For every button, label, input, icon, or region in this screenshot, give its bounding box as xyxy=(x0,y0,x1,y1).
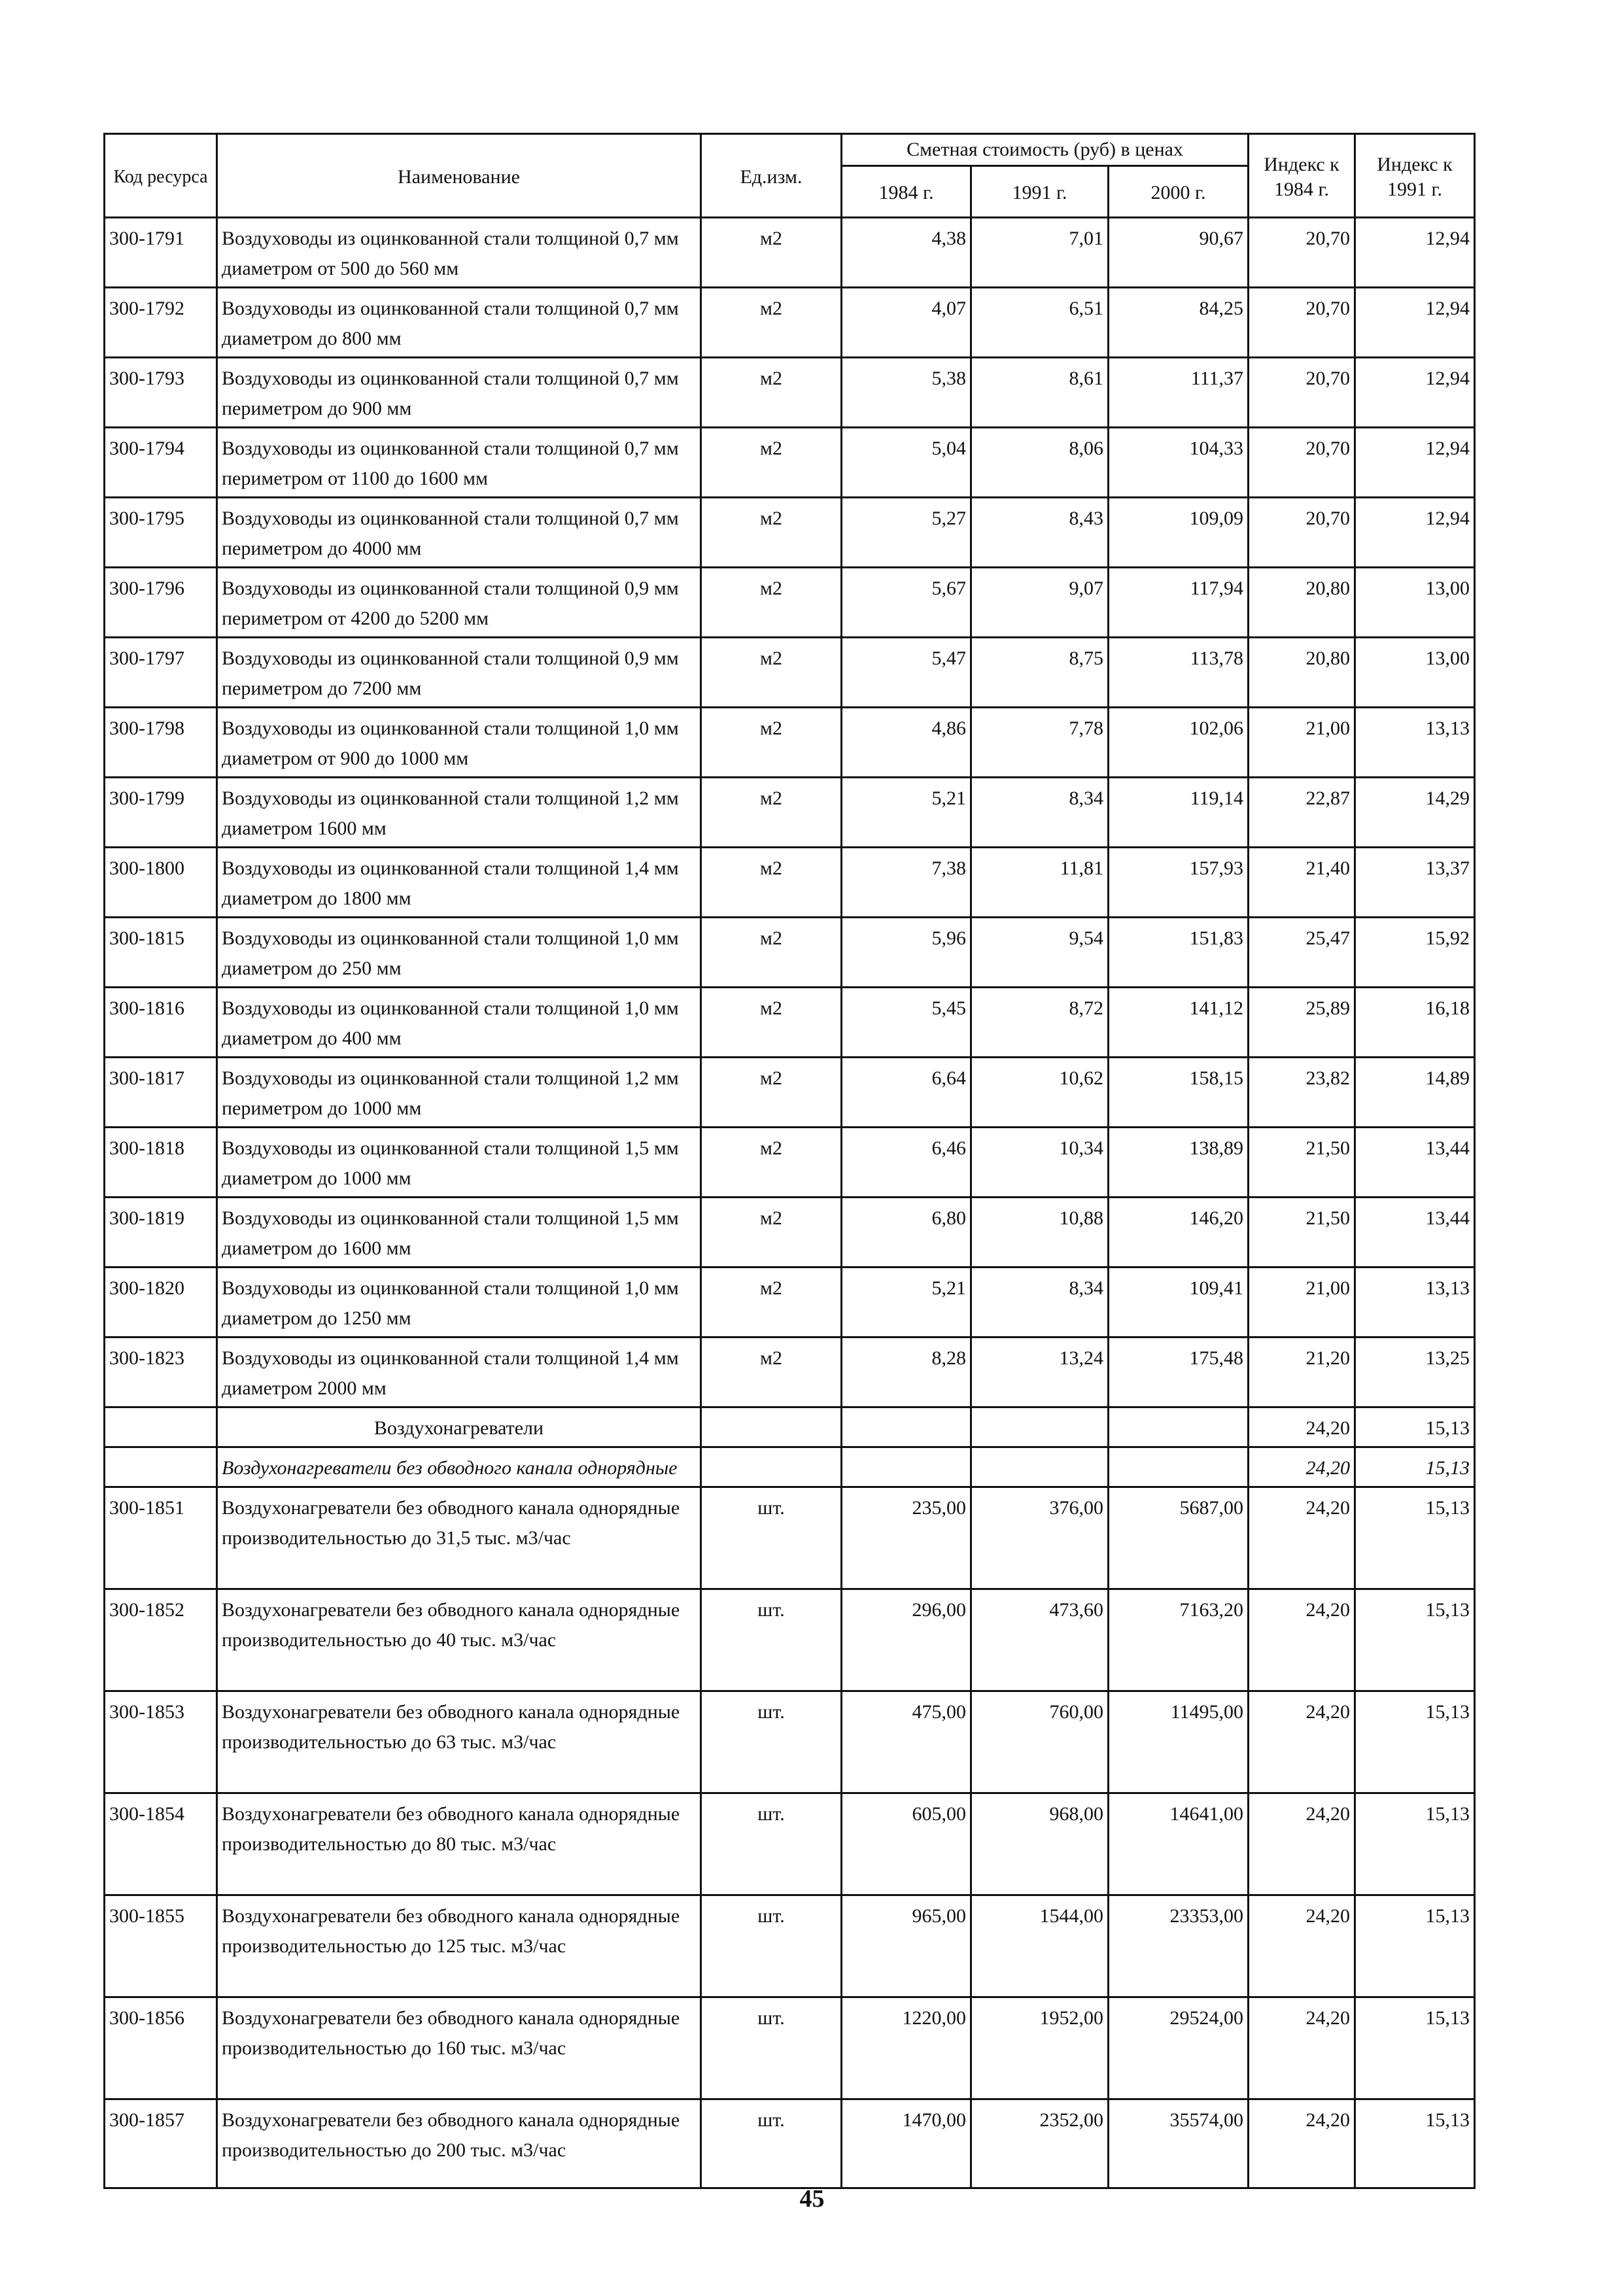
row-index-1984: 22,87 xyxy=(1249,778,1355,848)
subsection-empty-p00 xyxy=(1109,1447,1249,1487)
row-name: Воздуховоды из оцинкованной стали толщиной 1,0 мм диаметром до 400 мм xyxy=(217,988,701,1058)
row-name: Воздухонагреватели без обводного канала однорядные производительностью до 200 тыс. м3/час xyxy=(217,2099,701,2188)
row-price-1984: 1220,00 xyxy=(842,1997,971,2099)
row-price-2000: 141,12 xyxy=(1109,988,1249,1058)
row-code: 300-1819 xyxy=(105,1198,217,1268)
row-index-1991: 16,18 xyxy=(1355,988,1475,1058)
row-price-1984: 5,67 xyxy=(842,568,971,638)
row-index-1984: 20,70 xyxy=(1249,218,1355,288)
row-price-1984: 6,64 xyxy=(842,1058,971,1128)
row-price-1984: 6,46 xyxy=(842,1128,971,1198)
row-name: Воздухонагреватели без обводного канала однорядные производительностью до 80 тыс. м3/час xyxy=(217,1793,701,1895)
row-name: Воздуховоды из оцинкованной стали толщиной 1,0 мм диаметром до 1250 мм xyxy=(217,1268,701,1337)
table-row xyxy=(105,848,1475,918)
row-price-2000: 102,06 xyxy=(1109,708,1249,778)
row-price-1984: 6,80 xyxy=(842,1198,971,1268)
row-name: Воздухонагреватели без обводного канала однорядные производительностью до 40 тыс. м3/час xyxy=(217,1589,701,1691)
row-price-2000: 11495,00 xyxy=(1109,1691,1249,1793)
row-price-1991: 8,34 xyxy=(971,778,1109,848)
row-price-2000: 104,33 xyxy=(1109,428,1249,498)
row-name: Воздуховоды из оцинкованной стали толщиной 0,9 мм периметром до 7200 мм xyxy=(217,638,701,708)
row-price-1984: 4,07 xyxy=(842,288,971,358)
row-code: 300-1855 xyxy=(105,1895,217,1997)
row-unit: м2 xyxy=(701,1268,842,1337)
table-row xyxy=(105,1691,1475,1793)
row-unit: м2 xyxy=(701,288,842,358)
row-index-1991: 13,37 xyxy=(1355,848,1475,918)
row-code: 300-1820 xyxy=(105,1268,217,1337)
table-body-heaters xyxy=(105,1487,1475,2188)
table-row xyxy=(105,428,1475,498)
row-index-1991: 13,00 xyxy=(1355,638,1475,708)
row-index-1991: 15,92 xyxy=(1355,918,1475,988)
row-unit: м2 xyxy=(701,358,842,428)
row-index-1984: 24,20 xyxy=(1249,1895,1355,1997)
table-row xyxy=(105,988,1475,1058)
row-code: 300-1798 xyxy=(105,708,217,778)
row-index-1984: 21,00 xyxy=(1249,708,1355,778)
section-empty-unit xyxy=(701,1407,842,1447)
table-body-section xyxy=(105,1407,1475,1487)
table-row xyxy=(105,568,1475,638)
row-name: Воздухонагреватели без обводного канала однорядные производительностью до 31,5 тыс. м3/час xyxy=(217,1487,701,1589)
subsection-code-cell xyxy=(105,1447,217,1487)
header-year-1984: 1984 г. xyxy=(842,166,971,218)
row-name: Воздуховоды из оцинкованной стали толщиной 0,7 мм периметром до 900 мм xyxy=(217,358,701,428)
row-name: Воздуховоды из оцинкованной стали толщиной 1,0 мм диаметром до 250 мм xyxy=(217,918,701,988)
row-index-1984: 20,70 xyxy=(1249,498,1355,568)
row-code: 300-1791 xyxy=(105,218,217,288)
row-price-1984: 5,27 xyxy=(842,498,971,568)
row-name: Воздуховоды из оцинкованной стали толщиной 1,4 мм диаметром до 1800 мм xyxy=(217,848,701,918)
row-index-1991: 15,13 xyxy=(1355,1691,1475,1793)
row-unit: м2 xyxy=(701,918,842,988)
row-code: 300-1797 xyxy=(105,638,217,708)
table-row xyxy=(105,1268,1475,1337)
row-code: 300-1815 xyxy=(105,918,217,988)
subsection-index-1984: 24,20 xyxy=(1249,1447,1355,1487)
row-code: 300-1852 xyxy=(105,1589,217,1691)
row-index-1991: 12,94 xyxy=(1355,218,1475,288)
row-name: Воздуховоды из оцинкованной стали толщиной 1,2 мм диаметром 1600 мм xyxy=(217,778,701,848)
table-row xyxy=(105,1128,1475,1198)
row-unit: шт. xyxy=(701,1997,842,2099)
row-code: 300-1851 xyxy=(105,1487,217,1589)
row-price-2000: 23353,00 xyxy=(1109,1895,1249,1997)
row-index-1991: 12,94 xyxy=(1355,288,1475,358)
price-table xyxy=(103,133,1476,2189)
row-name: Воздухонагреватели без обводного канала однорядные производительностью до 63 тыс. м3/час xyxy=(217,1691,701,1793)
table-row xyxy=(105,1337,1475,1407)
row-index-1991: 15,13 xyxy=(1355,1895,1475,1997)
row-unit: м2 xyxy=(701,218,842,288)
row-unit: м2 xyxy=(701,1058,842,1128)
table-row xyxy=(105,358,1475,428)
row-price-1984: 475,00 xyxy=(842,1691,971,1793)
row-index-1991: 13,13 xyxy=(1355,708,1475,778)
row-code: 300-1817 xyxy=(105,1058,217,1128)
row-unit: м2 xyxy=(701,638,842,708)
subsection-empty-p84 xyxy=(842,1447,971,1487)
header-year-2000: 2000 г. xyxy=(1109,166,1249,218)
row-price-2000: 109,41 xyxy=(1109,1268,1249,1337)
subsection-empty-p91 xyxy=(971,1447,1109,1487)
table-row xyxy=(105,218,1475,288)
table-body-ducts xyxy=(105,218,1475,1407)
row-name: Воздуховоды из оцинкованной стали толщиной 0,7 мм диаметром от 500 до 560 мм xyxy=(217,218,701,288)
row-code: 300-1857 xyxy=(105,2099,217,2188)
row-code: 300-1853 xyxy=(105,1691,217,1793)
row-price-2000: 5687,00 xyxy=(1109,1487,1249,1589)
row-code: 300-1792 xyxy=(105,288,217,358)
row-price-1991: 6,51 xyxy=(971,288,1109,358)
row-price-2000: 175,48 xyxy=(1109,1337,1249,1407)
row-price-1991: 10,34 xyxy=(971,1128,1109,1198)
subsection-empty-unit xyxy=(701,1447,842,1487)
row-price-1991: 7,78 xyxy=(971,708,1109,778)
row-unit: м2 xyxy=(701,988,842,1058)
row-price-1991: 8,75 xyxy=(971,638,1109,708)
row-code: 300-1793 xyxy=(105,358,217,428)
row-unit: м2 xyxy=(701,428,842,498)
header-name: Наименование xyxy=(217,134,701,218)
row-unit: м2 xyxy=(701,1198,842,1268)
row-price-1991: 760,00 xyxy=(971,1691,1109,1793)
row-price-1991: 7,01 xyxy=(971,218,1109,288)
row-code: 300-1854 xyxy=(105,1793,217,1895)
table-row xyxy=(105,778,1475,848)
row-name: Воздухонагреватели без обводного канала однорядные производительностью до 125 тыс. м3/час xyxy=(217,1895,701,1997)
table-row xyxy=(105,708,1475,778)
row-index-1991: 13,44 xyxy=(1355,1128,1475,1198)
row-price-2000: 7163,20 xyxy=(1109,1589,1249,1691)
row-price-1991: 8,34 xyxy=(971,1268,1109,1337)
row-price-1991: 1544,00 xyxy=(971,1895,1109,1997)
row-price-2000: 157,93 xyxy=(1109,848,1249,918)
row-unit: шт. xyxy=(701,2099,842,2188)
header-year-1991: 1991 г. xyxy=(971,166,1109,218)
table-row xyxy=(105,638,1475,708)
row-price-2000: 151,83 xyxy=(1109,918,1249,988)
row-code: 300-1818 xyxy=(105,1128,217,1198)
table-row xyxy=(105,1589,1475,1691)
section-index-1991: 15,13 xyxy=(1355,1407,1475,1447)
subsection-row xyxy=(105,1447,1475,1487)
row-index-1984: 20,70 xyxy=(1249,358,1355,428)
row-price-1991: 11,81 xyxy=(971,848,1109,918)
row-unit: шт. xyxy=(701,1589,842,1691)
section-code-cell xyxy=(105,1407,217,1447)
row-index-1991: 13,44 xyxy=(1355,1198,1475,1268)
row-price-1984: 7,38 xyxy=(842,848,971,918)
row-price-1991: 13,24 xyxy=(971,1337,1109,1407)
section-empty-p91 xyxy=(971,1407,1109,1447)
section-row xyxy=(105,1407,1475,1447)
row-unit: м2 xyxy=(701,708,842,778)
row-unit: шт. xyxy=(701,1487,842,1589)
row-unit: м2 xyxy=(701,568,842,638)
row-code: 300-1856 xyxy=(105,1997,217,2099)
row-price-1991: 9,07 xyxy=(971,568,1109,638)
row-unit: м2 xyxy=(701,848,842,918)
row-index-1991: 15,13 xyxy=(1355,1793,1475,1895)
row-index-1984: 25,47 xyxy=(1249,918,1355,988)
row-price-2000: 158,15 xyxy=(1109,1058,1249,1128)
subsection-title: Воздухонагреватели без обводного канала однорядные xyxy=(217,1447,701,1487)
row-price-2000: 84,25 xyxy=(1109,288,1249,358)
row-index-1984: 24,20 xyxy=(1249,1589,1355,1691)
table-row xyxy=(105,498,1475,568)
row-index-1984: 25,89 xyxy=(1249,988,1355,1058)
row-price-2000: 138,89 xyxy=(1109,1128,1249,1198)
row-name: Воздухонагреватели без обводного канала однорядные производительностью до 160 тыс. м3/час xyxy=(217,1997,701,2099)
row-price-1991: 10,62 xyxy=(971,1058,1109,1128)
row-price-1991: 473,60 xyxy=(971,1589,1109,1691)
row-index-1991: 14,29 xyxy=(1355,778,1475,848)
row-name: Воздуховоды из оцинкованной стали толщиной 1,5 мм диаметром до 1000 мм xyxy=(217,1128,701,1198)
row-index-1984: 24,20 xyxy=(1249,1997,1355,2099)
row-price-2000: 90,67 xyxy=(1109,218,1249,288)
row-index-1991: 12,94 xyxy=(1355,358,1475,428)
section-index-1984: 24,20 xyxy=(1249,1407,1355,1447)
row-price-1984: 5,21 xyxy=(842,778,971,848)
row-price-1984: 5,04 xyxy=(842,428,971,498)
row-price-2000: 109,09 xyxy=(1109,498,1249,568)
row-price-1984: 5,38 xyxy=(842,358,971,428)
row-index-1984: 21,40 xyxy=(1249,848,1355,918)
row-price-1991: 376,00 xyxy=(971,1487,1109,1589)
row-price-1984: 8,28 xyxy=(842,1337,971,1407)
row-unit: м2 xyxy=(701,1337,842,1407)
row-price-1984: 4,86 xyxy=(842,708,971,778)
row-price-1991: 8,72 xyxy=(971,988,1109,1058)
row-price-1991: 8,61 xyxy=(971,358,1109,428)
row-price-1991: 9,54 xyxy=(971,918,1109,988)
row-unit: м2 xyxy=(701,1128,842,1198)
row-price-1991: 968,00 xyxy=(971,1793,1109,1895)
row-name: Воздуховоды из оцинкованной стали толщиной 0,7 мм диаметром до 800 мм xyxy=(217,288,701,358)
row-index-1984: 24,20 xyxy=(1249,2099,1355,2188)
table-row xyxy=(105,2099,1475,2188)
row-name: Воздуховоды из оцинкованной стали толщиной 1,0 мм диаметром от 900 до 1000 мм xyxy=(217,708,701,778)
row-index-1991: 13,13 xyxy=(1355,1268,1475,1337)
subsection-index-1991: 15,13 xyxy=(1355,1447,1475,1487)
row-price-2000: 35574,00 xyxy=(1109,2099,1249,2188)
row-unit: м2 xyxy=(701,498,842,568)
page-number: 45 xyxy=(799,2185,825,2213)
row-index-1991: 14,89 xyxy=(1355,1058,1475,1128)
row-index-1991: 13,25 xyxy=(1355,1337,1475,1407)
row-name: Воздуховоды из оцинкованной стали толщиной 1,4 мм диаметром 2000 мм xyxy=(217,1337,701,1407)
header-unit: Ед.изм. xyxy=(701,134,842,218)
row-index-1984: 21,50 xyxy=(1249,1198,1355,1268)
row-index-1991: 15,13 xyxy=(1355,1589,1475,1691)
row-price-2000: 111,37 xyxy=(1109,358,1249,428)
row-index-1984: 20,70 xyxy=(1249,288,1355,358)
row-code: 300-1795 xyxy=(105,498,217,568)
row-index-1991: 12,94 xyxy=(1355,428,1475,498)
row-unit: шт. xyxy=(701,1895,842,1997)
row-code: 300-1794 xyxy=(105,428,217,498)
row-price-1984: 5,47 xyxy=(842,638,971,708)
row-price-1991: 1952,00 xyxy=(971,1997,1109,2099)
section-empty-p84 xyxy=(842,1407,971,1447)
row-index-1984: 24,20 xyxy=(1249,1691,1355,1793)
row-price-1991: 10,88 xyxy=(971,1198,1109,1268)
row-index-1984: 24,20 xyxy=(1249,1487,1355,1589)
row-price-2000: 29524,00 xyxy=(1109,1997,1249,2099)
row-price-1991: 8,43 xyxy=(971,498,1109,568)
row-price-2000: 117,94 xyxy=(1109,568,1249,638)
table-row xyxy=(105,1198,1475,1268)
header-index-1984: Индекс к 1984 г. xyxy=(1249,134,1355,218)
row-price-1984: 5,21 xyxy=(842,1268,971,1337)
header-code: Код ресурса xyxy=(105,134,217,218)
table-row xyxy=(105,1487,1475,1589)
row-price-1991: 2352,00 xyxy=(971,2099,1109,2188)
row-index-1984: 21,20 xyxy=(1249,1337,1355,1407)
row-unit: шт. xyxy=(701,1691,842,1793)
row-price-1991: 8,06 xyxy=(971,428,1109,498)
row-price-1984: 5,96 xyxy=(842,918,971,988)
row-price-1984: 605,00 xyxy=(842,1793,971,1895)
section-empty-p00 xyxy=(1109,1407,1249,1447)
row-index-1991: 12,94 xyxy=(1355,498,1475,568)
row-price-1984: 5,45 xyxy=(842,988,971,1058)
row-code: 300-1796 xyxy=(105,568,217,638)
row-name: Воздуховоды из оцинкованной стали толщиной 1,2 мм периметром до 1000 мм xyxy=(217,1058,701,1128)
row-code: 300-1800 xyxy=(105,848,217,918)
row-code: 300-1823 xyxy=(105,1337,217,1407)
row-index-1991: 15,13 xyxy=(1355,1487,1475,1589)
header-index-1991: Индекс к 1991 г. xyxy=(1355,134,1475,218)
table-row xyxy=(105,1895,1475,1997)
table-row xyxy=(105,1997,1475,2099)
row-name: Воздуховоды из оцинкованной стали толщиной 0,9 мм периметром от 4200 до 5200 мм xyxy=(217,568,701,638)
row-index-1984: 24,20 xyxy=(1249,1793,1355,1895)
table-row xyxy=(105,918,1475,988)
row-index-1984: 20,80 xyxy=(1249,638,1355,708)
row-index-1991: 15,13 xyxy=(1355,2099,1475,2188)
table-row xyxy=(105,288,1475,358)
row-name: Воздуховоды из оцинкованной стали толщиной 1,5 мм диаметром до 1600 мм xyxy=(217,1198,701,1268)
row-price-1984: 965,00 xyxy=(842,1895,971,1997)
row-index-1984: 20,80 xyxy=(1249,568,1355,638)
row-index-1991: 15,13 xyxy=(1355,1997,1475,2099)
row-price-2000: 119,14 xyxy=(1109,778,1249,848)
row-code: 300-1799 xyxy=(105,778,217,848)
row-name: Воздуховоды из оцинкованной стали толщиной 0,7 мм периметром от 1100 до 1600 мм xyxy=(217,428,701,498)
row-index-1984: 23,82 xyxy=(1249,1058,1355,1128)
row-name: Воздуховоды из оцинкованной стали толщиной 0,7 мм периметром до 4000 мм xyxy=(217,498,701,568)
row-index-1991: 13,00 xyxy=(1355,568,1475,638)
row-price-2000: 14641,00 xyxy=(1109,1793,1249,1895)
row-price-1984: 296,00 xyxy=(842,1589,971,1691)
row-price-2000: 113,78 xyxy=(1109,638,1249,708)
row-price-1984: 4,38 xyxy=(842,218,971,288)
section-title: Воздухонагреватели xyxy=(217,1407,701,1447)
row-index-1984: 21,50 xyxy=(1249,1128,1355,1198)
row-index-1984: 21,00 xyxy=(1249,1268,1355,1337)
row-price-1984: 1470,00 xyxy=(842,2099,971,2188)
table-row xyxy=(105,1058,1475,1128)
row-code: 300-1816 xyxy=(105,988,217,1058)
table-header xyxy=(105,134,1475,218)
row-price-2000: 146,20 xyxy=(1109,1198,1249,1268)
row-unit: шт. xyxy=(701,1793,842,1895)
row-unit: м2 xyxy=(701,778,842,848)
header-cost-group: Сметная стоимость (руб) в ценах xyxy=(842,134,1249,166)
table-row xyxy=(105,1793,1475,1895)
row-price-1984: 235,00 xyxy=(842,1487,971,1589)
row-index-1984: 20,70 xyxy=(1249,428,1355,498)
